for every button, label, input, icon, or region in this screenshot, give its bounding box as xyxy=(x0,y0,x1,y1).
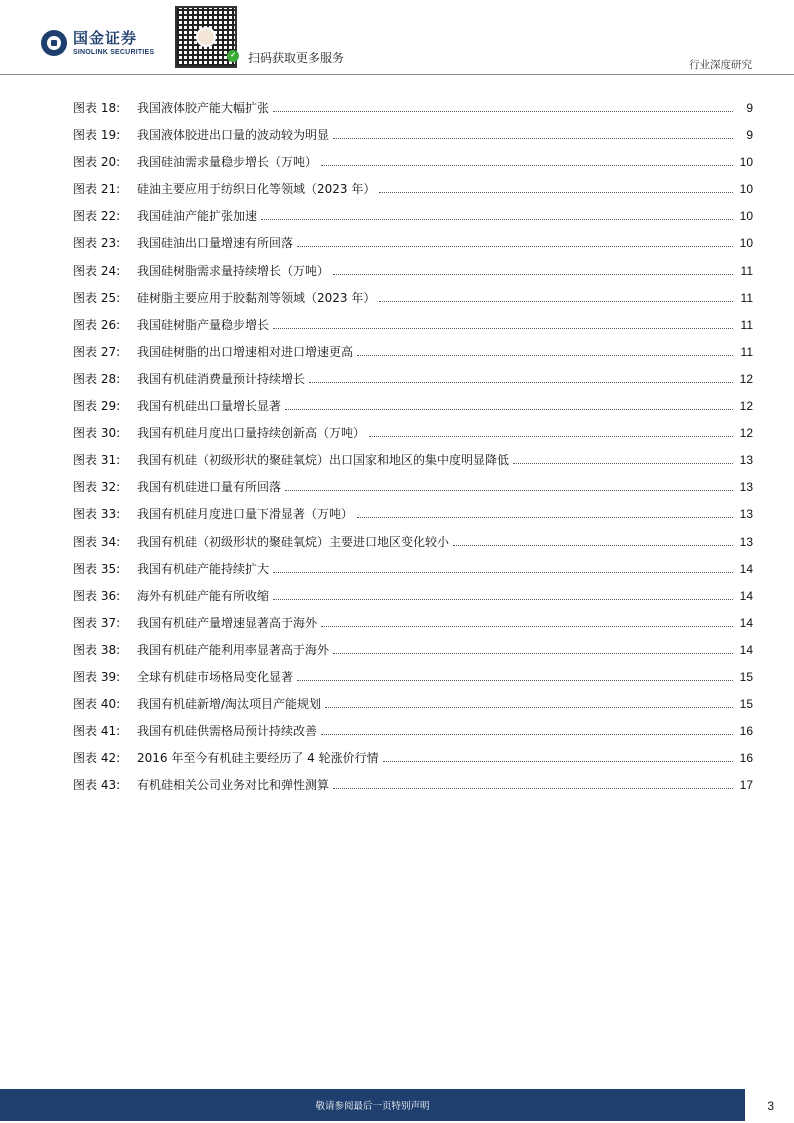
toc-leader xyxy=(297,235,733,247)
toc-leader xyxy=(285,479,733,491)
logo-en: SINOLINK SECURITIES xyxy=(73,48,155,56)
toc-label: 图表 24: xyxy=(73,263,121,278)
toc-label: 图表 34: xyxy=(73,534,121,549)
toc-leader xyxy=(333,263,733,275)
toc-page: 10 xyxy=(739,209,753,224)
toc-entry[interactable] xyxy=(73,615,753,642)
toc-title: 全球有机硅市场格局变化显著 xyxy=(137,669,294,684)
toc-label: 图表 19: xyxy=(73,128,121,143)
toc-title: 我国液体胶进出口量的波动较为明显 xyxy=(137,128,330,143)
toc-title: 我国硅油出口量增速有所回落 xyxy=(137,236,294,251)
toc-page: 13 xyxy=(739,453,753,468)
toc-entry[interactable] xyxy=(73,777,753,804)
toc-label: 图表 32: xyxy=(73,480,121,495)
toc-title: 我国有机硅消费量预计持续增长 xyxy=(137,371,306,386)
toc-leader xyxy=(325,696,733,708)
toc-page: 10 xyxy=(739,182,753,197)
toc-page: 16 xyxy=(739,751,753,766)
scan-text: 扫码获取更多服务 xyxy=(248,51,345,65)
qr-center-icon xyxy=(196,27,216,47)
toc-leader xyxy=(321,723,733,735)
toc-label: 图表 31: xyxy=(73,453,121,468)
toc-title: 我国有机硅月度出口量持续创新高（万吨） xyxy=(137,426,366,441)
toc-entry[interactable] xyxy=(73,371,753,398)
page-header xyxy=(0,0,794,76)
toc-leader xyxy=(513,452,733,464)
toc-page: 9 xyxy=(746,101,753,115)
toc-entry[interactable] xyxy=(73,317,753,344)
toc-label: 图表 41: xyxy=(73,724,121,739)
toc-leader xyxy=(333,642,733,654)
report-type: 行业深度研究 xyxy=(689,59,752,71)
sinolink-logo-icon xyxy=(41,30,67,56)
toc-page: 11 xyxy=(740,344,753,359)
toc-label: 图表 25: xyxy=(73,290,121,305)
toc-title: 我国硅油产能扩张加速 xyxy=(137,209,258,224)
toc-leader xyxy=(285,398,733,410)
toc-page: 13 xyxy=(739,507,753,522)
toc-title: 我国有机硅产量增速显著高于海外 xyxy=(137,615,318,630)
toc-page: 14 xyxy=(739,588,753,603)
qr-code-icon xyxy=(175,6,237,68)
logo-cn: 国金证券 xyxy=(73,28,138,47)
toc-page: 11 xyxy=(740,263,753,278)
toc-page: 14 xyxy=(739,615,753,630)
toc-leader xyxy=(297,669,733,681)
toc-page: 13 xyxy=(739,480,753,495)
toc-label: 图表 27: xyxy=(73,344,121,359)
toc-label: 图表 29: xyxy=(73,399,121,414)
toc-title: 硅树脂主要应用于胶黏剂等领域（2023 年） xyxy=(137,290,376,305)
toc-entry[interactable] xyxy=(73,425,753,452)
toc-label: 图表 37: xyxy=(73,615,121,630)
toc-entry[interactable] xyxy=(73,642,753,669)
toc-label: 图表 36: xyxy=(73,588,121,603)
toc-leader xyxy=(273,317,733,329)
toc-entry[interactable] xyxy=(73,290,753,317)
toc-label: 图表 20: xyxy=(73,155,121,170)
toc-entry[interactable] xyxy=(73,723,753,750)
toc-entry[interactable] xyxy=(73,750,753,777)
toc-leader xyxy=(273,588,733,600)
toc-label: 图表 23: xyxy=(73,236,121,251)
toc-leader xyxy=(321,154,733,166)
toc-entry[interactable] xyxy=(73,506,753,533)
toc-title: 硅油主要应用于纺织日化等领域（2023 年） xyxy=(137,182,376,197)
toc-title: 我国硅油需求量稳步增长（万吨） xyxy=(137,155,318,170)
toc-entry[interactable] xyxy=(73,669,753,696)
toc-label: 图表 39: xyxy=(73,669,121,684)
toc-leader xyxy=(379,290,733,302)
toc-leader xyxy=(321,615,733,627)
toc-page: 16 xyxy=(739,724,753,739)
toc-title: 我国有机硅（初级形状的聚硅氧烷）出口国家和地区的集中度明显降低 xyxy=(137,453,510,468)
toc-entry[interactable] xyxy=(73,100,753,127)
toc-title: 2016 年至今有机硅主要经历了 4 轮涨价行情 xyxy=(137,751,379,766)
toc-entry[interactable] xyxy=(73,398,753,425)
toc-title: 我国有机硅出口量增长显著 xyxy=(137,399,282,414)
toc-title: 我国有机硅进口量有所回落 xyxy=(137,480,282,495)
toc-title: 我国有机硅产能持续扩大 xyxy=(137,561,270,576)
toc-label: 图表 43: xyxy=(73,778,121,793)
toc-label: 图表 21: xyxy=(73,182,121,197)
toc-label: 图表 26: xyxy=(73,317,121,332)
toc-label: 图表 28: xyxy=(73,371,121,386)
toc-entry[interactable] xyxy=(73,127,753,154)
toc-label: 图表 42: xyxy=(73,751,121,766)
toc-label: 图表 40: xyxy=(73,697,121,712)
toc-entry[interactable] xyxy=(73,588,753,615)
toc-leader xyxy=(273,561,733,573)
toc-page: 11 xyxy=(740,317,753,332)
toc-page: 13 xyxy=(739,534,753,549)
toc-title: 我国有机硅月度进口量下滑显著（万吨） xyxy=(137,507,354,522)
toc-entry[interactable] xyxy=(73,208,753,235)
toc-title: 我国液体胶产能大幅扩张 xyxy=(137,101,270,115)
toc-label: 图表 22: xyxy=(73,209,121,224)
toc-page: 17 xyxy=(739,778,753,793)
toc-leader xyxy=(357,344,733,356)
toc-label: 图表 38: xyxy=(73,642,121,657)
toc-entry[interactable] xyxy=(73,154,753,181)
toc-leader xyxy=(273,100,733,112)
toc-label: 图表 30: xyxy=(73,426,121,441)
toc-title: 我国有机硅供需格局预计持续改善 xyxy=(137,724,318,739)
qr-badge-icon: ✓ xyxy=(227,50,239,62)
toc-entry[interactable] xyxy=(73,479,753,506)
toc-entry[interactable] xyxy=(73,452,753,479)
toc-page: 10 xyxy=(739,236,753,251)
toc-label: 图表 33: xyxy=(73,507,121,522)
toc-leader xyxy=(309,371,733,383)
company-logo xyxy=(41,30,154,56)
toc-leader xyxy=(383,750,733,762)
toc-leader xyxy=(453,534,733,546)
toc-page: 9 xyxy=(746,128,753,143)
toc-entry[interactable] xyxy=(73,263,753,290)
toc-leader xyxy=(333,127,733,139)
toc-title: 我国硅树脂产量稳步增长 xyxy=(137,317,270,332)
toc-label: 图表 18: xyxy=(73,101,121,115)
toc-entry[interactable] xyxy=(73,235,753,262)
toc-entry[interactable] xyxy=(73,561,753,588)
toc-title: 海外有机硅产能有所收缩 xyxy=(137,588,270,603)
toc-page: 14 xyxy=(739,561,753,576)
toc-entry[interactable] xyxy=(73,181,753,208)
toc-label: 图表 35: xyxy=(73,561,121,576)
header-divider xyxy=(0,74,794,75)
toc-page: 15 xyxy=(739,697,753,712)
toc-page: 11 xyxy=(740,290,753,305)
toc-leader xyxy=(261,208,733,220)
toc-title: 我国硅树脂的出口增速相对进口增速更高 xyxy=(137,344,354,359)
toc-title: 我国硅树脂需求量持续增长（万吨） xyxy=(137,263,330,278)
toc-title: 我国有机硅产能利用率显著高于海外 xyxy=(137,642,330,657)
toc-entry[interactable] xyxy=(73,696,753,723)
toc-entry[interactable] xyxy=(73,534,753,561)
toc-page: 14 xyxy=(739,642,753,657)
toc-page: 12 xyxy=(739,371,753,386)
toc-leader xyxy=(357,506,733,518)
toc-page: 12 xyxy=(739,426,753,441)
toc-entry[interactable] xyxy=(73,344,753,371)
figure-index xyxy=(73,100,753,804)
toc-page: 12 xyxy=(739,399,753,414)
toc-title: 我国有机硅新增/淘汰项目产能规划 xyxy=(137,697,322,712)
toc-leader xyxy=(369,425,733,437)
toc-title: 我国有机硅（初级形状的聚硅氧烷）主要进口地区变化较小 xyxy=(137,534,450,549)
toc-leader xyxy=(379,181,733,193)
footer-disclaimer: 敬请参阅最后一页特别声明 xyxy=(315,1101,430,1112)
toc-leader xyxy=(333,777,733,789)
page-number: 3 xyxy=(767,1099,774,1113)
toc-title: 有机硅相关公司业务对比和弹性测算 xyxy=(137,778,330,793)
toc-page: 10 xyxy=(739,155,753,170)
toc-page: 15 xyxy=(739,669,753,684)
